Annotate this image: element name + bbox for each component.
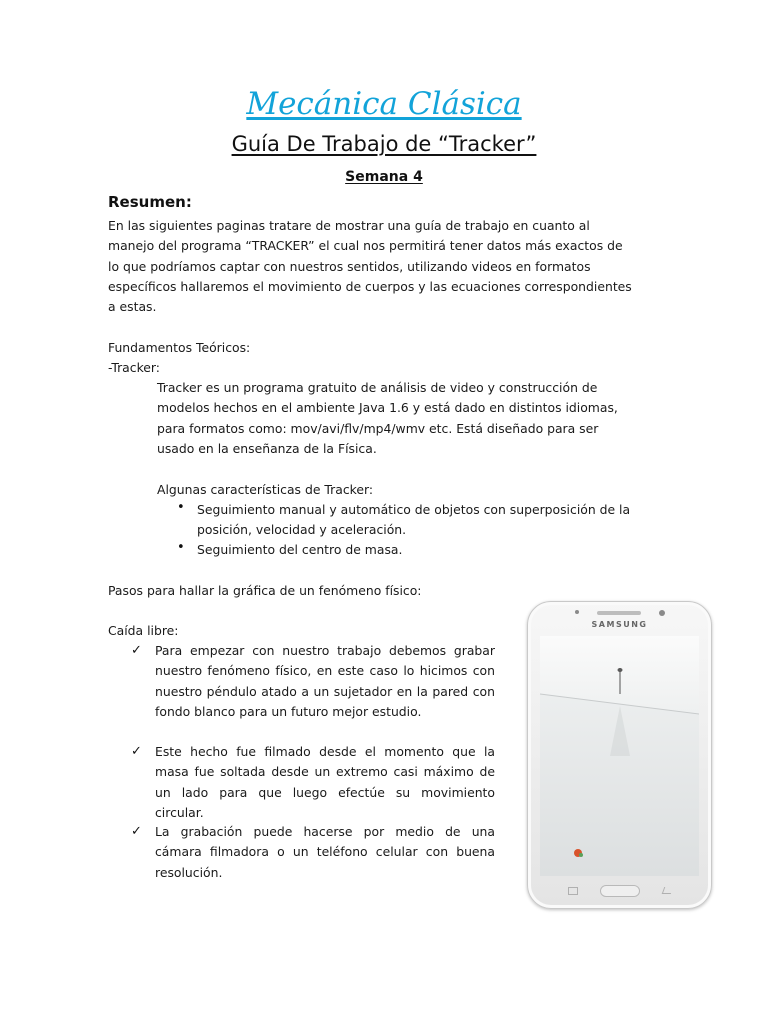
tracker-line: Tracker es un programa gratuito de análisis de video y construcción de [157, 380, 598, 395]
checklist-item [131, 742, 495, 823]
home-button [600, 885, 640, 897]
tracker-label: -Tracker: [108, 360, 160, 375]
document-title: Mecánica Clásica [246, 86, 522, 122]
summary-line: En las siguientes paginas tratare de mostrar una guía de trabajo en cuanto al [108, 218, 590, 233]
steps-heading: Pasos para hallar la gráfica de un fenómeno físico: [108, 583, 422, 598]
phone-screen-photo [540, 636, 699, 876]
checklist-item [131, 641, 495, 722]
summary-paragraph [108, 216, 658, 317]
phone-speaker [597, 611, 641, 615]
summary-line: específicos hallaremos el movimiento de cuerpos y las ecuaciones correspondientes [108, 278, 632, 294]
checkmark-icon: ✓ [131, 824, 142, 839]
summary-line: lo que podríamos captar con nuestros sentidos, utilizando videos en formatos [108, 258, 591, 274]
tracker-line: para formatos como: mov/avi/flv/mp4/wmv etc. Está diseñado para ser [157, 420, 599, 436]
pendulum-photo [540, 636, 699, 876]
smartphone-image [527, 601, 712, 909]
bullet-dot-icon: • [177, 500, 185, 515]
tracker-line: modelos hechos en el ambiente Java 1.6 y está dado en distintos idiomas, [157, 400, 618, 416]
fundamentals-heading: Fundamentos Teóricos: [108, 340, 251, 355]
checklist-item [131, 822, 495, 883]
checklist-text: Este hecho fue filmado desde el momento que la masa fue soltada desde un extremo casi máximo de un lado para que luego efectúe su movimiento circular. [155, 744, 495, 820]
tracker-description [157, 378, 662, 459]
document-subtitle: Guía De Trabajo de “Tracker” [231, 132, 537, 156]
summary-heading: Resumen: [108, 193, 192, 211]
week-label: Semana 4 [345, 169, 423, 185]
phone-sensor-icon [575, 610, 579, 614]
checkmark-icon: ✓ [131, 643, 142, 658]
back-icon [662, 887, 674, 894]
bullet-dot-icon: • [177, 540, 185, 555]
feature-item [177, 540, 402, 560]
feature-line: Seguimiento del centro de masa. [197, 542, 403, 557]
checklist-text: Para empezar con nuestro trabajo debemos grabar nuestro fenómeno físico, en este caso lo hicimos con nuestro péndulo atado a un sujetador en la pared con fondo blanco para un futuro mejor estudio. [155, 643, 495, 719]
checkmark-icon: ✓ [131, 744, 142, 759]
summary-line: manejo del programa “TRACKER” el cual nos permitirá tener datos más exactos de [108, 238, 623, 254]
tracker-line: usado en la enseñanza de la Física. [157, 440, 377, 456]
feature-line: Seguimiento manual y automático de objetos con superposición de la [197, 502, 631, 517]
recent-apps-icon [568, 887, 578, 895]
feature-line: posición, velocidad y aceleración. [197, 522, 407, 538]
checklist-text: La grabación puede hacerse por medio de una cámara filmadora o un teléfono celular con buena resolución. [155, 824, 495, 880]
phone-brand-label: SAMSUNG [591, 620, 648, 629]
feature-item [177, 500, 630, 541]
free-fall-heading: Caída libre: [108, 623, 179, 638]
summary-line: a estas. [108, 299, 157, 315]
features-label: Algunas características de Tracker: [157, 482, 374, 497]
phone-camera-icon [659, 610, 665, 616]
